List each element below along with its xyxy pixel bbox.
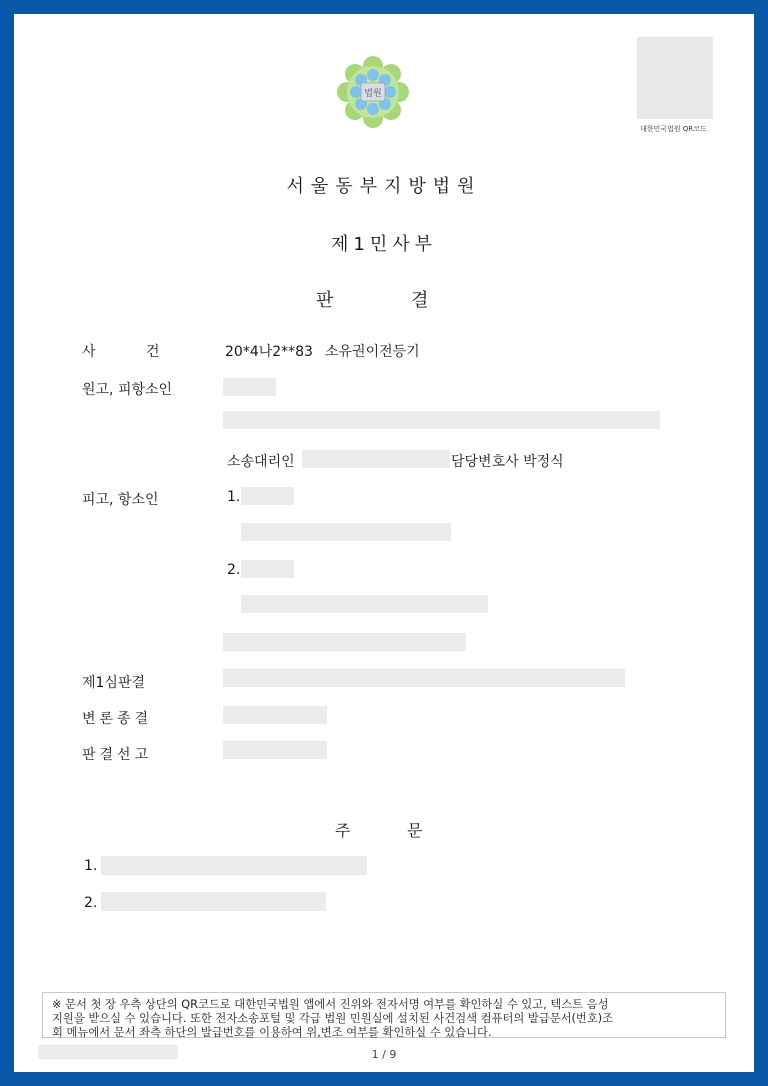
- defendant-item-1-number: 1.: [227, 489, 241, 505]
- court-seal-icon: [336, 55, 410, 129]
- redacted-defendant-1-address: [241, 523, 451, 541]
- order-title-left: 주: [335, 821, 351, 840]
- notice-line-2: 지원을 받으실 수 있습니다. 또한 전자소송포털 및 각급 법원 민원실에 설치된 사건검색 컴퓨터의 발급문서(번호)조: [52, 1012, 614, 1025]
- redacted-first-instance: [223, 669, 625, 687]
- court-name: 서울동부지방법원: [286, 176, 482, 197]
- redacted-defendant-2-address: [241, 595, 488, 613]
- redacted-order-item-1: [101, 856, 367, 875]
- case-label-right: 건: [146, 344, 160, 360]
- division-name: 제1민사부: [330, 234, 437, 255]
- case-label-left: 사: [82, 344, 96, 360]
- order-item-1-number: 1.: [84, 858, 98, 874]
- judgment-title-right: 결: [411, 290, 429, 311]
- redacted-defendant-2-name: [241, 560, 294, 578]
- defendant-item-2-number: 2.: [227, 562, 241, 578]
- attorney-name: 담당변호사 박정식: [451, 454, 564, 470]
- redacted-closing-date: [223, 706, 327, 724]
- representative-label: 소송대리인: [227, 454, 295, 470]
- redacted-order-item-2: [101, 892, 326, 911]
- qr-caption: 대한민국법원 QR코드: [640, 125, 707, 133]
- redacted-law-firm: [302, 450, 450, 468]
- redacted-defendant-1-name: [241, 487, 294, 505]
- case-number: 20*4나2**83: [225, 344, 313, 360]
- case-type: 소유권이전등기: [325, 344, 420, 360]
- plaintiff-label: 원고, 피항소인: [82, 382, 173, 398]
- redacted-defendant-representative: [223, 633, 466, 651]
- pronounce-label: 판결선고: [82, 747, 153, 763]
- defendant-label: 피고, 항소인: [82, 492, 159, 508]
- order-title-right: 문: [407, 821, 423, 840]
- seal-text: 법원: [364, 89, 382, 99]
- notice-line-3: 회 메뉴에서 문서 좌측 하단의 발급번호를 이용하여 위,변조 여부를 확인하실 수 있습니다.: [52, 1026, 492, 1039]
- notice-line-1: ※ 문서 첫 장 우측 상단의 QR코드로 대한민국법원 앱에서 진위와 전자서명 여부를 확인하실 수 있고, 텍스트 음성: [52, 998, 609, 1011]
- page-number: 1 / 9: [371, 1048, 397, 1061]
- qr-code: [637, 37, 713, 119]
- redacted-pronounce-date: [223, 741, 327, 759]
- order-item-2-number: 2.: [84, 895, 98, 911]
- redacted-plaintiff-name: [223, 378, 276, 396]
- first-instance-label: 제1심판결: [82, 675, 146, 691]
- redacted-plaintiff-address: [223, 411, 660, 429]
- judgment-title-left: 판: [316, 290, 334, 311]
- closing-label: 변론종결: [82, 711, 153, 727]
